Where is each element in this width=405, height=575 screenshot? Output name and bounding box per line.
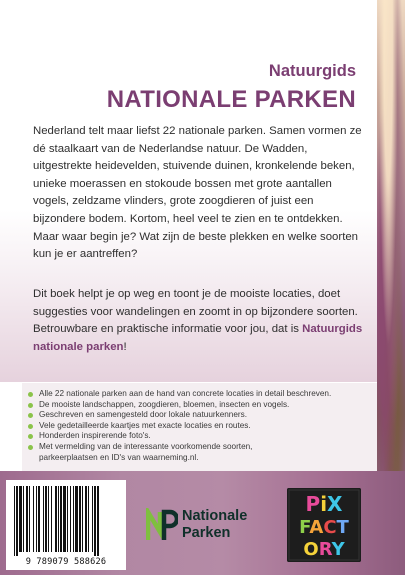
- nationale-parken-logo: [146, 508, 276, 544]
- intro-paragraph: Nederland telt maar liefst 22 nationale parken. Samen vormen ze dé staalkaart van de Nederlandse natuur. De Wadden, uitgestrekte heidevelden, stuivende duinen, kronkelende beken, unieke moerassen en stokoude bossen met grote aantallen vogels, zeldzame vlinders, grote zoogdieren of juist een bijzondere bodem. Kortom, heel veel te zien en te ontdekken. Maar waar begin je? Wat zijn de beste plekken en welke soorten kun je er aantreffen?: [33, 125, 362, 261]
- feature-text: Honderden inspirerende foto's.: [39, 431, 151, 441]
- bullet-dot-icon: [28, 403, 33, 408]
- feature-item: [28, 410, 369, 421]
- barcode-bar: [60, 486, 62, 552]
- barcode-bar: [16, 486, 18, 556]
- barcode-bar: [67, 486, 68, 552]
- barcode-bar: [85, 486, 87, 552]
- description-text: Dit boek helpt je op weg en toont je de mooiste locaties, doet suggesties voor wandelingen en zoomt in op bijzondere soorten. Betrouwbare en praktische informatie voor jou, dat is: [33, 288, 358, 336]
- feature-item: [28, 389, 369, 400]
- np-mark-icon: [146, 508, 178, 542]
- barcode-bar: [73, 486, 74, 552]
- barcode-bar: [38, 486, 40, 552]
- barcode-bar: [79, 486, 81, 552]
- feature-list-box: [22, 383, 377, 471]
- feature-list: [28, 389, 369, 463]
- description-paragraph: [33, 286, 365, 356]
- barcode-bar: [82, 486, 83, 552]
- barcode-bar: [29, 486, 30, 552]
- bullet-dot-icon: [28, 445, 33, 450]
- barcode-bar: [14, 486, 15, 556]
- bullet-dot-icon: [28, 424, 33, 429]
- isbn-barcode: [6, 480, 126, 570]
- barcode-bar: [63, 486, 66, 552]
- logo-word-nationale: Nationale: [182, 508, 248, 524]
- barcode-bar: [48, 486, 49, 552]
- svg-text:PiX: PiX: [305, 492, 343, 516]
- book-title: NATIONALE PARKEN: [106, 86, 356, 113]
- book-subtitle: Natuurgids: [268, 62, 356, 80]
- barcode-bar: [94, 486, 96, 556]
- feature-item-continued: [28, 453, 369, 464]
- barcode-bar: [19, 486, 22, 552]
- feature-item: [28, 400, 369, 411]
- feature-text: Geschreven en samengesteld door lokale natuurkenners.: [39, 410, 247, 420]
- bullet-dot-icon: [28, 413, 33, 418]
- description-highlight: Natuurgids nationale parken: [33, 323, 363, 353]
- barcode-bar: [23, 486, 24, 552]
- barcode-bar: [58, 486, 59, 552]
- barcode-bar: [51, 486, 52, 552]
- pixfactory-logo: [287, 488, 361, 562]
- barcode-bar: [55, 486, 57, 552]
- feature-item: [28, 421, 369, 432]
- feature-text: De mooiste landschappen, zoogdieren, bloemen, insecten en vogels.: [39, 399, 290, 409]
- feature-text: Met vermelding van de interessante voorkomende soorten,: [39, 441, 253, 451]
- barcode-bar: [43, 486, 44, 552]
- barcode-bar: [33, 486, 34, 552]
- barcode-bar: [75, 486, 78, 552]
- svg-text:ORY: ORY: [303, 539, 345, 560]
- feature-item: [28, 431, 369, 442]
- barcode-bar: [88, 486, 89, 552]
- barcode-bar: [45, 486, 47, 552]
- isbn-number: 9 789079 588626: [25, 557, 107, 567]
- barcode-bar: [70, 486, 71, 552]
- svg-text:FACT: FACT: [299, 517, 349, 538]
- barcode-bar: [92, 486, 93, 552]
- feature-text: parkeerplaatsen en ID's van waarneming.nl.: [39, 452, 199, 462]
- feature-text: Vele gedetailleerde kaartjes met exacte locaties en routes.: [39, 420, 251, 430]
- feature-item: [28, 442, 369, 453]
- barcode-bar: [36, 486, 37, 552]
- logo-word-parken: Parken: [182, 525, 231, 541]
- bullet-dot-icon: [28, 434, 33, 439]
- barcode-bar: [97, 486, 99, 556]
- pixfactory-icon: [287, 488, 361, 562]
- barcode-icon: [10, 484, 122, 556]
- description-end: !: [123, 340, 127, 353]
- feature-text: Alle 22 nationale parken aan de hand van concrete locaties in detail beschreven.: [39, 389, 332, 398]
- bullet-dot-icon: [28, 392, 33, 397]
- barcode-bar: [26, 486, 28, 552]
